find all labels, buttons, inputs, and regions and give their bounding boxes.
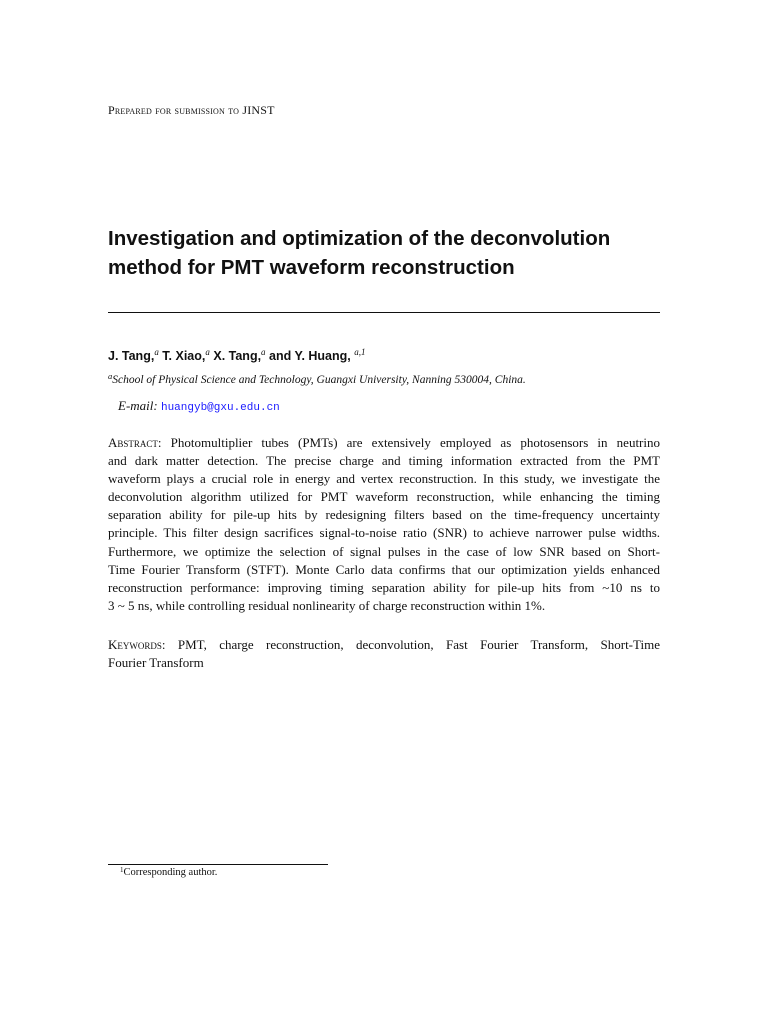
email-link[interactable]: huangyb@gxu.edu.cn bbox=[160, 402, 280, 414]
paper-title bbox=[108, 224, 668, 282]
abstract-line: separation ability for pile-up hits by redesigning filters based on the time-frequency uncertainty bbox=[108, 507, 660, 523]
keywords bbox=[108, 636, 660, 672]
author-2: T. Xiao, bbox=[162, 349, 206, 363]
abstract-line: waveform plays a crucial role in energy and vertex reconstruction. In this study, we investigate the bbox=[108, 471, 660, 487]
footnote-rule bbox=[108, 864, 328, 865]
keywords-line: Fourier Transform bbox=[108, 655, 204, 671]
abstract-line: Furthermore, we optimize the selection of signal pulses in the case of low SNR based on Short- bbox=[108, 543, 660, 559]
email-line bbox=[118, 398, 280, 414]
abstract-heading: Abstract bbox=[108, 435, 158, 450]
abstract-line: principle. This filter design sacrifices signal-to-noise ratio (SNR) to achieve narrower pulse widths. bbox=[108, 525, 660, 541]
author-2-affil-mark: a bbox=[205, 347, 210, 357]
submission-note-text: Prepared for submission to bbox=[108, 103, 240, 117]
title-line-1: Investigation and optimization of the deconvolution bbox=[108, 227, 611, 250]
title-line-2: method for PMT waveform reconstruction bbox=[108, 256, 515, 279]
abstract bbox=[108, 434, 660, 615]
affiliation-mark: a bbox=[108, 371, 113, 381]
author-1-affil-mark: a bbox=[154, 347, 159, 357]
author-4-affil-mark: a,1 bbox=[354, 347, 366, 357]
abstract-line: 3 ~ 5 ns, while controlling residual nonlinearity of charge reconstruction within 1%. bbox=[108, 597, 546, 613]
footnote-mark: 1 bbox=[120, 866, 124, 874]
abstract-line: Time Fourier Transform (STFT). Monte Carlo data confirms that our optimization yields enhanced bbox=[108, 561, 660, 577]
affiliation bbox=[108, 371, 526, 386]
title-rule bbox=[108, 312, 660, 313]
submission-note bbox=[108, 103, 275, 118]
abstract-line: and dark matter detection. The precise charge and timing information extracted from the PMT bbox=[108, 453, 660, 469]
footnote-text: Corresponding author. bbox=[123, 867, 218, 878]
author-3-affil-mark: a bbox=[261, 347, 266, 357]
keywords-line bbox=[108, 636, 660, 654]
author-4: and Y. Huang, bbox=[269, 349, 351, 363]
abstract-line-text: : Photomultiplier tubes (PMTs) are extensively employed as photosensors in neutrino bbox=[157, 435, 660, 450]
abstract-line bbox=[108, 434, 660, 452]
abstract-line: reconstruction performance: improving timing separation ability for pile-up hits from ~10 ns to bbox=[108, 579, 660, 595]
author-1: J. Tang, bbox=[108, 349, 155, 363]
author-3: X. Tang, bbox=[213, 349, 262, 363]
email-label: E-mail: bbox=[118, 398, 158, 413]
affiliation-text: School of Physical Science and Technology, Guangxi University, Nanning 530004, China. bbox=[112, 374, 526, 386]
keywords-heading: Keywords bbox=[108, 637, 162, 652]
author-list bbox=[108, 349, 366, 363]
keywords-line-text: : PMT, charge reconstruction, deconvolution, Fast Fourier Transform, Short-Time bbox=[161, 637, 660, 652]
journal-name: JINST bbox=[242, 103, 275, 117]
footnote bbox=[120, 867, 217, 878]
abstract-line: deconvolution algorithm utilized for PMT waveform reconstruction, while enhancing the timing bbox=[108, 489, 660, 505]
